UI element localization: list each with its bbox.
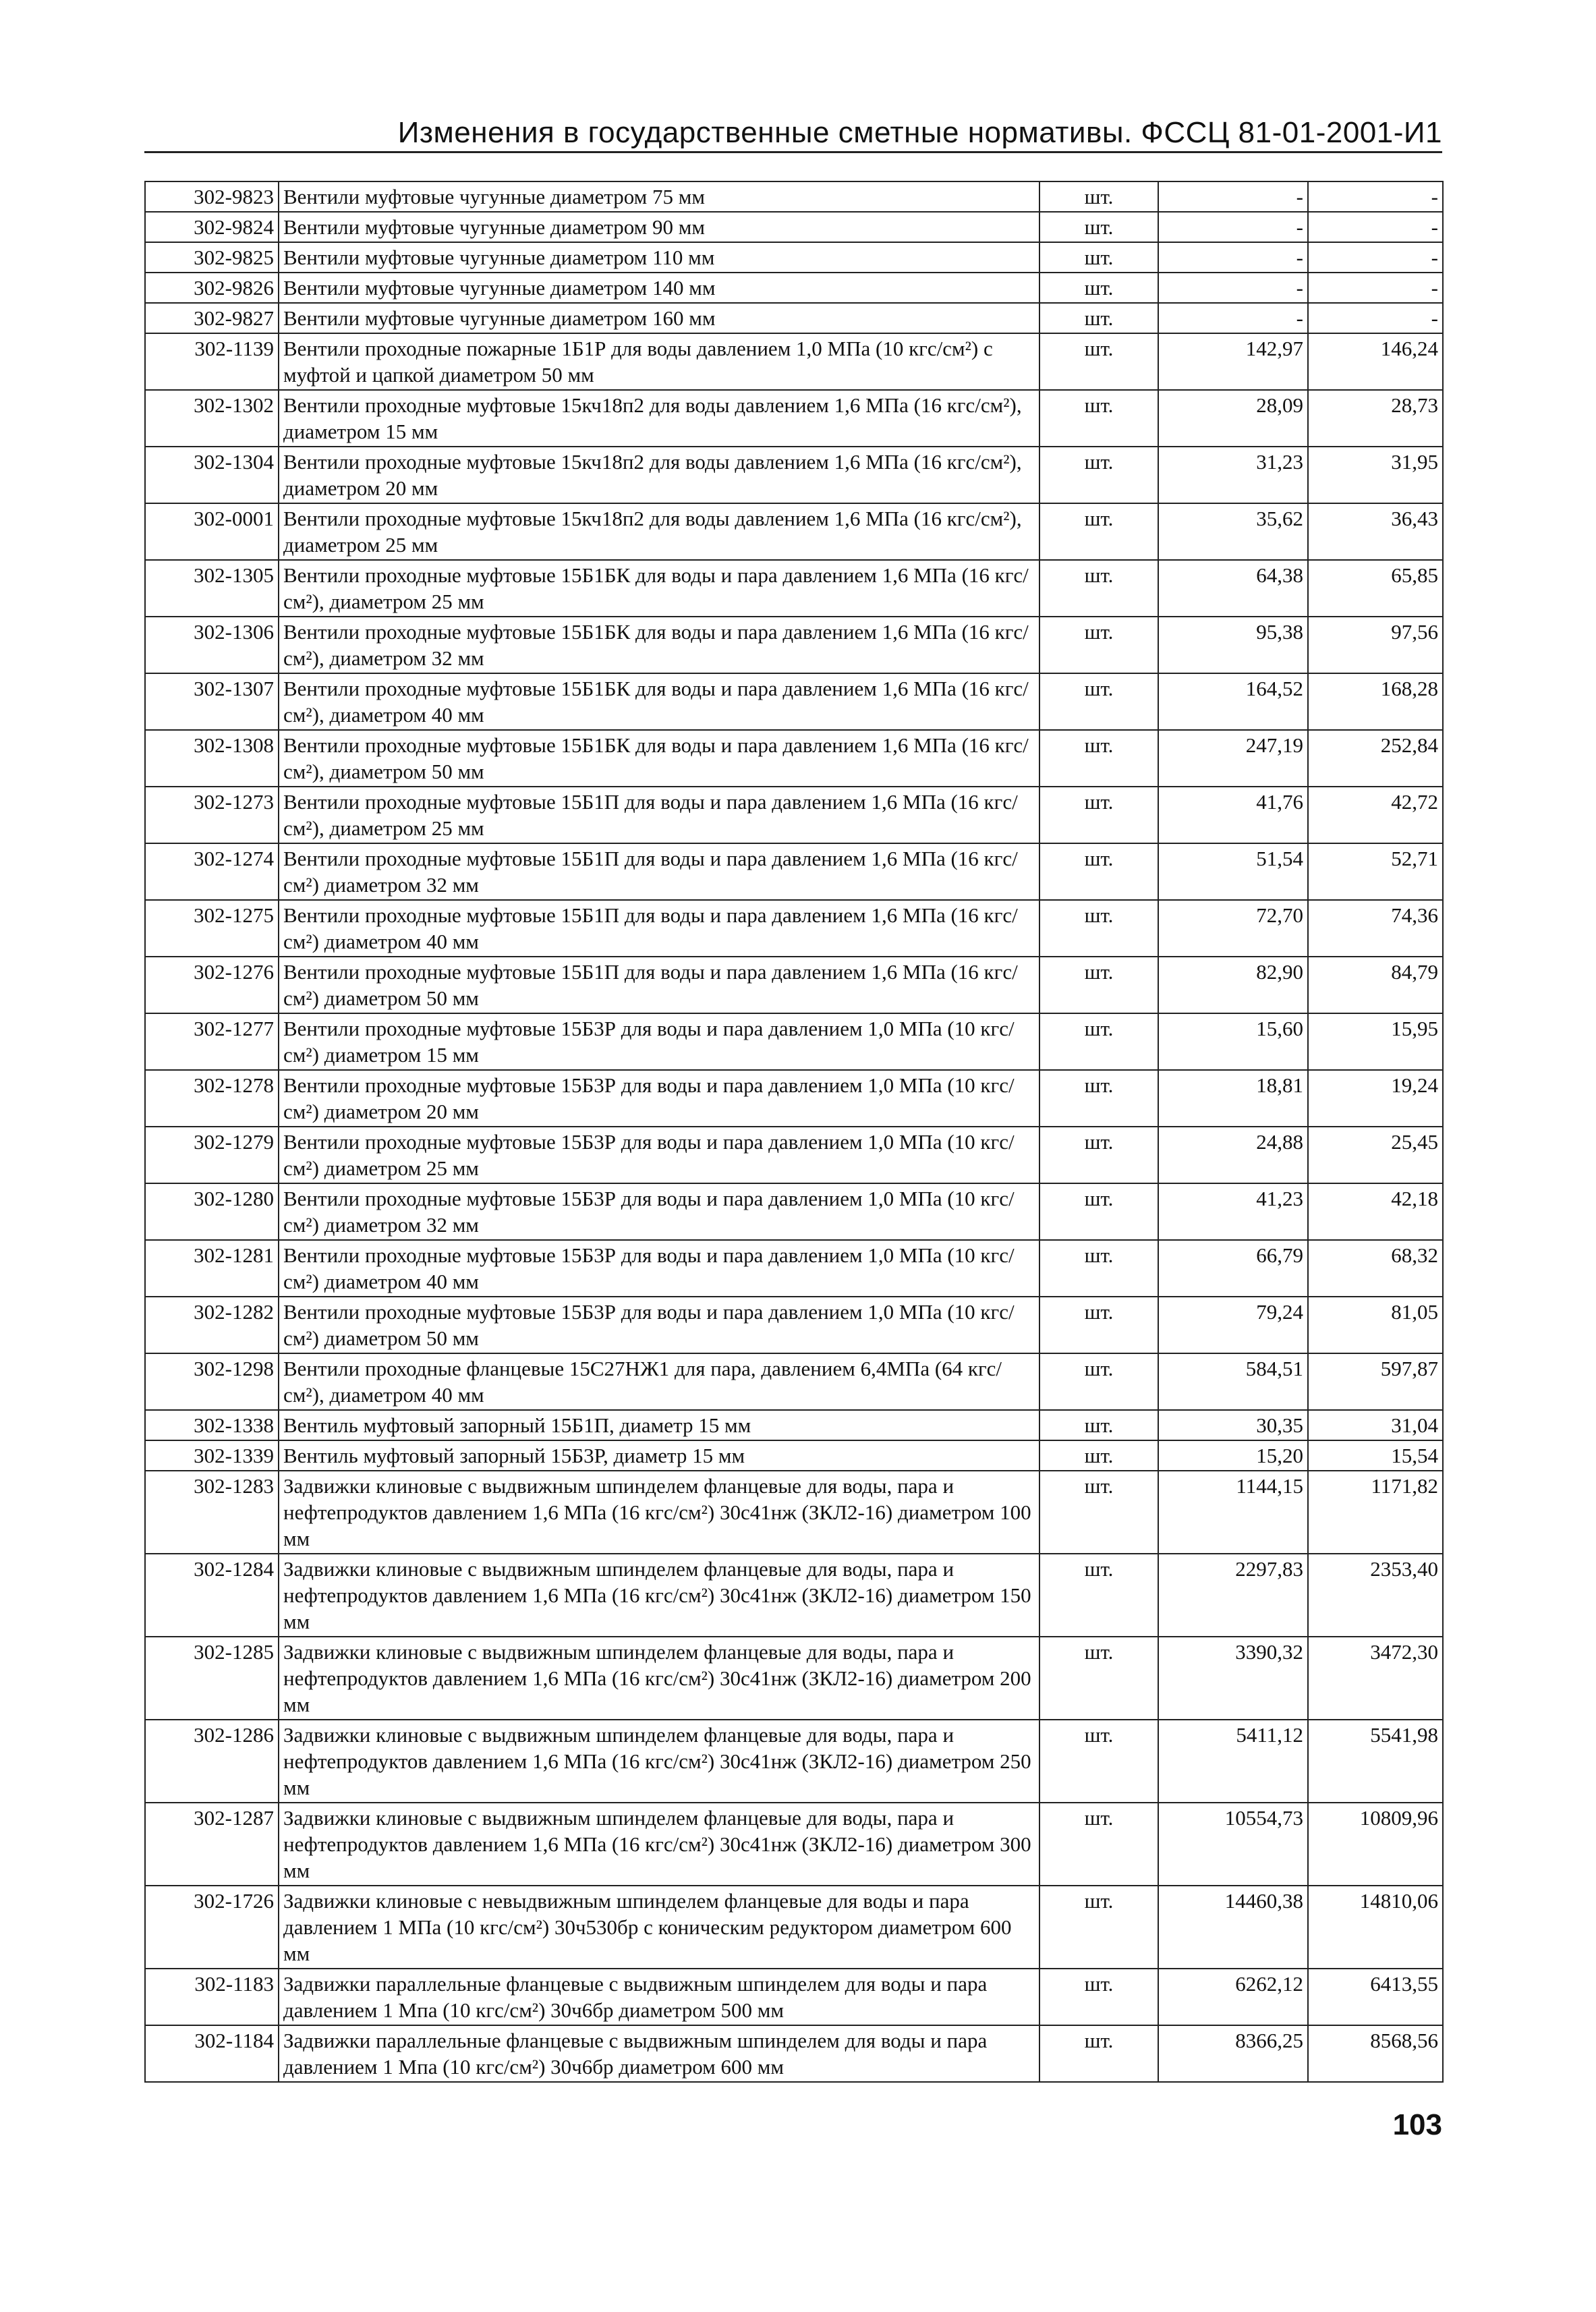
price-1-cell: 28,09 <box>1158 390 1308 447</box>
resource-code-cell: 302-1298 <box>145 1353 279 1410</box>
description-cell: Вентили проходные пожарные 1Б1Р для воды давлением 1,0 МПа (10 кгс/см²) с муфтой и цапкой диаметром 50 мм <box>279 333 1039 390</box>
unit-cell: шт. <box>1039 957 1158 1013</box>
table-row <box>145 333 1443 390</box>
table-row <box>145 560 1443 617</box>
table-row <box>145 957 1443 1013</box>
table-row <box>145 1554 1443 1637</box>
unit-cell: шт. <box>1039 242 1158 273</box>
unit-cell: шт. <box>1039 390 1158 447</box>
price-2-cell: 31,95 <box>1308 447 1443 503</box>
price-2-cell: 6413,55 <box>1308 1969 1443 2025</box>
unit-cell: шт. <box>1039 900 1158 957</box>
description-cell: Вентили проходные муфтовые 15Б3Р для воды и пара давлением 1,0 МПа (10 кгс/см²) диаметром 50 мм <box>279 1297 1039 1353</box>
price-1-cell: 82,90 <box>1158 957 1308 1013</box>
table-row <box>145 1297 1443 1353</box>
description-cell: Вентили проходные муфтовые 15Б3Р для воды и пара давлением 1,0 МПа (10 кгс/см²) диаметром 25 мм <box>279 1127 1039 1183</box>
price-1-cell: 142,97 <box>1158 333 1308 390</box>
unit-cell: шт. <box>1039 1471 1158 1554</box>
description-cell: Вентили проходные муфтовые 15Б1БК для воды и пара давлением 1,6 МПа (16 кгс/см²), диаметром 25 мм <box>279 560 1039 617</box>
price-2-cell: - <box>1308 273 1443 303</box>
price-2-cell: 52,71 <box>1308 843 1443 900</box>
price-1-cell: 95,38 <box>1158 617 1308 673</box>
description-cell: Задвижки клиновые с выдвижным шпинделем фланцевые для воды, пара и нефтепродуктов давлением 1,6 МПа (16 кгс/см²) 30с41нж (ЗКЛ2-16) диаметром 250 мм <box>279 1720 1039 1803</box>
price-1-cell: 66,79 <box>1158 1240 1308 1297</box>
price-1-cell: - <box>1158 303 1308 333</box>
table-row <box>145 843 1443 900</box>
price-1-cell: 64,38 <box>1158 560 1308 617</box>
price-1-cell: 35,62 <box>1158 503 1308 560</box>
description-cell: Вентили проходные муфтовые 15кч18п2 для воды давлением 1,6 МПа (16 кгс/см²), диаметром 20 мм <box>279 447 1039 503</box>
table-row <box>145 273 1443 303</box>
price-2-cell: 28,73 <box>1308 390 1443 447</box>
price-2-cell: - <box>1308 303 1443 333</box>
table-row <box>145 900 1443 957</box>
description-cell: Вентили проходные фланцевые 15С27НЖ1 для пара, давлением 6,4МПа (64 кгс/см²), диаметром 40 мм <box>279 1353 1039 1410</box>
price-2-cell: 5541,98 <box>1308 1720 1443 1803</box>
table-row <box>145 181 1443 212</box>
price-2-cell: 42,18 <box>1308 1183 1443 1240</box>
unit-cell: шт. <box>1039 333 1158 390</box>
unit-cell: шт. <box>1039 560 1158 617</box>
unit-cell: шт. <box>1039 1440 1158 1471</box>
description-cell: Вентили муфтовые чугунные диаметром 110 мм <box>279 242 1039 273</box>
table-row <box>145 617 1443 673</box>
price-table <box>144 181 1444 2083</box>
price-1-cell: 6262,12 <box>1158 1969 1308 2025</box>
unit-cell: шт. <box>1039 303 1158 333</box>
table-row <box>145 2025 1443 2082</box>
table-row <box>145 673 1443 730</box>
unit-cell: шт. <box>1039 1720 1158 1803</box>
description-cell: Вентили проходные муфтовые 15Б3Р для воды и пара давлением 1,0 МПа (10 кгс/см²) диаметром 40 мм <box>279 1240 1039 1297</box>
table-row <box>145 1410 1443 1440</box>
unit-cell: шт. <box>1039 1637 1158 1720</box>
price-2-cell: 25,45 <box>1308 1127 1443 1183</box>
resource-code-cell: 302-1277 <box>145 1013 279 1070</box>
description-cell: Вентили проходные муфтовые 15Б1П для воды и пара давлением 1,6 МПа (16 кгс/см²) диаметром 50 мм <box>279 957 1039 1013</box>
price-1-cell: 584,51 <box>1158 1353 1308 1410</box>
table-row <box>145 1183 1443 1240</box>
table-row <box>145 1127 1443 1183</box>
resource-code-cell: 302-1308 <box>145 730 279 787</box>
resource-code-cell: 302-1287 <box>145 1803 279 1886</box>
price-1-cell: 1144,15 <box>1158 1471 1308 1554</box>
price-table-body <box>145 181 1443 2082</box>
table-row <box>145 1886 1443 1969</box>
price-1-cell: - <box>1158 212 1308 242</box>
resource-code-cell: 302-9825 <box>145 242 279 273</box>
resource-code-cell: 302-1184 <box>145 2025 279 2082</box>
description-cell: Вентили проходные муфтовые 15Б3Р для воды и пара давлением 1,0 МПа (10 кгс/см²) диаметром 20 мм <box>279 1070 1039 1127</box>
resource-code-cell: 302-1285 <box>145 1637 279 1720</box>
unit-cell: шт. <box>1039 1183 1158 1240</box>
price-1-cell: - <box>1158 181 1308 212</box>
price-2-cell: 81,05 <box>1308 1297 1443 1353</box>
price-2-cell: 8568,56 <box>1308 2025 1443 2082</box>
unit-cell: шт. <box>1039 1240 1158 1297</box>
description-cell: Вентили проходные муфтовые 15кч18п2 для воды давлением 1,6 МПа (16 кгс/см²), диаметром 25 мм <box>279 503 1039 560</box>
unit-cell: шт. <box>1039 1803 1158 1886</box>
resource-code-cell: 302-1276 <box>145 957 279 1013</box>
unit-cell: шт. <box>1039 2025 1158 2082</box>
description-cell: Задвижки клиновые с выдвижным шпинделем фланцевые для воды, пара и нефтепродуктов давлением 1,6 МПа (16 кгс/см²) 30с41нж (ЗКЛ2-16) диаметром 300 мм <box>279 1803 1039 1886</box>
price-1-cell: 14460,38 <box>1158 1886 1308 1969</box>
resource-code-cell: 302-1280 <box>145 1183 279 1240</box>
resource-code-cell: 302-1275 <box>145 900 279 957</box>
resource-code-cell: 302-1306 <box>145 617 279 673</box>
resource-code-cell: 302-1305 <box>145 560 279 617</box>
description-cell: Вентиль муфтовый запорный 15Б1П, диаметр 15 мм <box>279 1410 1039 1440</box>
price-2-cell: 252,84 <box>1308 730 1443 787</box>
price-1-cell: 10554,73 <box>1158 1803 1308 1886</box>
description-cell: Вентили проходные муфтовые 15Б1П для воды и пара давлением 1,6 МПа (16 кгс/см²) диаметром 40 мм <box>279 900 1039 957</box>
unit-cell: шт. <box>1039 1013 1158 1070</box>
resource-code-cell: 302-1279 <box>145 1127 279 1183</box>
price-2-cell: 74,36 <box>1308 900 1443 957</box>
resource-code-cell: 302-1726 <box>145 1886 279 1969</box>
unit-cell: шт. <box>1039 1070 1158 1127</box>
resource-code-cell: 302-0001 <box>145 503 279 560</box>
price-1-cell: 164,52 <box>1158 673 1308 730</box>
resource-code-cell: 302-1286 <box>145 1720 279 1803</box>
price-2-cell: 42,72 <box>1308 787 1443 843</box>
description-cell: Вентили муфтовые чугунные диаметром 90 мм <box>279 212 1039 242</box>
price-1-cell: 30,35 <box>1158 1410 1308 1440</box>
unit-cell: шт. <box>1039 212 1158 242</box>
resource-code-cell: 302-1283 <box>145 1471 279 1554</box>
resource-code-cell: 302-9826 <box>145 273 279 303</box>
table-row <box>145 212 1443 242</box>
table-row <box>145 730 1443 787</box>
price-1-cell: 24,88 <box>1158 1127 1308 1183</box>
resource-code-cell: 302-1278 <box>145 1070 279 1127</box>
price-2-cell: - <box>1308 242 1443 273</box>
description-cell: Вентили муфтовые чугунные диаметром 160 мм <box>279 303 1039 333</box>
description-cell: Задвижки клиновые с выдвижным шпинделем фланцевые для воды, пара и нефтепродуктов давлением 1,6 МПа (16 кгс/см²) 30с41нж (ЗКЛ2-16) диаметром 200 мм <box>279 1637 1039 1720</box>
resource-code-cell: 302-1339 <box>145 1440 279 1471</box>
price-1-cell: 41,76 <box>1158 787 1308 843</box>
table-row <box>145 1440 1443 1471</box>
resource-code-cell: 302-9824 <box>145 212 279 242</box>
price-2-cell: 168,28 <box>1308 673 1443 730</box>
unit-cell: шт. <box>1039 787 1158 843</box>
table-row <box>145 1240 1443 1297</box>
resource-code-cell: 302-1183 <box>145 1969 279 2025</box>
resource-code-cell: 302-9823 <box>145 181 279 212</box>
page-number: 103 <box>1392 2108 1442 2141</box>
price-1-cell: - <box>1158 273 1308 303</box>
price-1-cell: 51,54 <box>1158 843 1308 900</box>
price-1-cell: 15,20 <box>1158 1440 1308 1471</box>
price-2-cell: 97,56 <box>1308 617 1443 673</box>
table-row <box>145 1013 1443 1070</box>
resource-code-cell: 302-1274 <box>145 843 279 900</box>
unit-cell: шт. <box>1039 1353 1158 1410</box>
price-2-cell: 84,79 <box>1308 957 1443 1013</box>
price-2-cell: 2353,40 <box>1308 1554 1443 1637</box>
price-2-cell: 31,04 <box>1308 1410 1443 1440</box>
table-row <box>145 1969 1443 2025</box>
unit-cell: шт. <box>1039 673 1158 730</box>
table-row <box>145 390 1443 447</box>
description-cell: Вентили проходные муфтовые 15Б1БК для воды и пара давлением 1,6 МПа (16 кгс/см²), диаметром 32 мм <box>279 617 1039 673</box>
description-cell: Вентили муфтовые чугунные диаметром 140 мм <box>279 273 1039 303</box>
price-2-cell: 3472,30 <box>1308 1637 1443 1720</box>
unit-cell: шт. <box>1039 503 1158 560</box>
price-2-cell: 36,43 <box>1308 503 1443 560</box>
description-cell: Вентили проходные муфтовые 15Б3Р для воды и пара давлением 1,0 МПа (10 кгс/см²) диаметром 15 мм <box>279 1013 1039 1070</box>
description-cell: Задвижки клиновые с выдвижным шпинделем фланцевые для воды, пара и нефтепродуктов давлением 1,6 МПа (16 кгс/см²) 30с41нж (ЗКЛ2-16) диаметром 100 мм <box>279 1471 1039 1554</box>
price-1-cell: 8366,25 <box>1158 2025 1308 2082</box>
price-1-cell: 15,60 <box>1158 1013 1308 1070</box>
table-row <box>145 787 1443 843</box>
header-title: Изменения в государственные сметные нормативы. ФССЦ 81-01-2001-И1 <box>397 116 1442 149</box>
unit-cell: шт. <box>1039 1886 1158 1969</box>
table-row <box>145 1070 1443 1127</box>
resource-code-cell: 302-1273 <box>145 787 279 843</box>
price-1-cell: 3390,32 <box>1158 1637 1308 1720</box>
description-cell: Вентили проходные муфтовые 15Б1П для воды и пара давлением 1,6 МПа (16 кгс/см²) диаметром 32 мм <box>279 843 1039 900</box>
price-2-cell: 65,85 <box>1308 560 1443 617</box>
price-2-cell: 15,95 <box>1308 1013 1443 1070</box>
unit-cell: шт. <box>1039 1297 1158 1353</box>
price-2-cell: 15,54 <box>1308 1440 1443 1471</box>
description-cell: Задвижки клиновые с невыдвижным шпинделем фланцевые для воды и пара давлением 1 МПа (10 кгс/см²) 30ч530бр с коническим редуктором диаметром 600 мм <box>279 1886 1039 1969</box>
unit-cell: шт. <box>1039 617 1158 673</box>
unit-cell: шт. <box>1039 447 1158 503</box>
description-cell: Задвижки параллельные фланцевые с выдвижным шпинделем для воды и пара давлением 1 Мпа (10 кгс/см²) 30ч6бр диаметром 600 мм <box>279 2025 1039 2082</box>
unit-cell: шт. <box>1039 1410 1158 1440</box>
price-1-cell: 2297,83 <box>1158 1554 1308 1637</box>
resource-code-cell: 302-1284 <box>145 1554 279 1637</box>
table-row <box>145 1637 1443 1720</box>
description-cell: Задвижки параллельные фланцевые с выдвижным шпинделем для воды и пара давлением 1 Мпа (10 кгс/см²) 30ч6бр диаметром 500 мм <box>279 1969 1039 2025</box>
unit-cell: шт. <box>1039 1127 1158 1183</box>
resource-code-cell: 302-9827 <box>145 303 279 333</box>
price-1-cell: 41,23 <box>1158 1183 1308 1240</box>
table-row <box>145 503 1443 560</box>
price-1-cell: 18,81 <box>1158 1070 1308 1127</box>
price-2-cell: 68,32 <box>1308 1240 1443 1297</box>
table-row <box>145 447 1443 503</box>
price-2-cell: - <box>1308 212 1443 242</box>
description-cell: Вентили проходные муфтовые 15Б1БК для воды и пара давлением 1,6 МПа (16 кгс/см²), диаметром 50 мм <box>279 730 1039 787</box>
unit-cell: шт. <box>1039 730 1158 787</box>
price-1-cell: 5411,12 <box>1158 1720 1308 1803</box>
price-1-cell: 72,70 <box>1158 900 1308 957</box>
price-1-cell: 79,24 <box>1158 1297 1308 1353</box>
resource-code-cell: 302-1302 <box>145 390 279 447</box>
table-row <box>145 242 1443 273</box>
price-1-cell: 247,19 <box>1158 730 1308 787</box>
resource-code-cell: 302-1281 <box>145 1240 279 1297</box>
description-cell: Вентили проходные муфтовые 15кч18п2 для воды давлением 1,6 МПа (16 кгс/см²), диаметром 15 мм <box>279 390 1039 447</box>
price-2-cell: 10809,96 <box>1308 1803 1443 1886</box>
table-row <box>145 1720 1443 1803</box>
price-2-cell: 597,87 <box>1308 1353 1443 1410</box>
price-1-cell: 31,23 <box>1158 447 1308 503</box>
price-2-cell: 146,24 <box>1308 333 1443 390</box>
description-cell: Вентили проходные муфтовые 15Б3Р для воды и пара давлением 1,0 МПа (10 кгс/см²) диаметром 32 мм <box>279 1183 1039 1240</box>
resource-code-cell: 302-1304 <box>145 447 279 503</box>
description-cell: Вентили проходные муфтовые 15Б1БК для воды и пара давлением 1,6 МПа (16 кгс/см²), диаметром 40 мм <box>279 673 1039 730</box>
unit-cell: шт. <box>1039 181 1158 212</box>
resource-code-cell: 302-1282 <box>145 1297 279 1353</box>
table-row <box>145 1803 1443 1886</box>
unit-cell: шт. <box>1039 1969 1158 2025</box>
description-cell: Задвижки клиновые с выдвижным шпинделем фланцевые для воды, пара и нефтепродуктов давлением 1,6 МПа (16 кгс/см²) 30с41нж (ЗКЛ2-16) диаметром 150 мм <box>279 1554 1039 1637</box>
resource-code-cell: 302-1307 <box>145 673 279 730</box>
table-row <box>145 1471 1443 1554</box>
description-cell: Вентиль муфтовый запорный 15Б3Р, диаметр 15 мм <box>279 1440 1039 1471</box>
table-row <box>145 303 1443 333</box>
price-1-cell: - <box>1158 242 1308 273</box>
price-2-cell: 1171,82 <box>1308 1471 1443 1554</box>
price-2-cell: 14810,06 <box>1308 1886 1443 1969</box>
page-header <box>144 116 1442 153</box>
unit-cell: шт. <box>1039 1554 1158 1637</box>
resource-code-cell: 302-1338 <box>145 1410 279 1440</box>
unit-cell: шт. <box>1039 273 1158 303</box>
price-2-cell: 19,24 <box>1308 1070 1443 1127</box>
unit-cell: шт. <box>1039 843 1158 900</box>
resource-code-cell: 302-1139 <box>145 333 279 390</box>
description-cell: Вентили муфтовые чугунные диаметром 75 мм <box>279 181 1039 212</box>
price-2-cell: - <box>1308 181 1443 212</box>
description-cell: Вентили проходные муфтовые 15Б1П для воды и пара давлением 1,6 МПа (16 кгс/см²), диаметром 25 мм <box>279 787 1039 843</box>
table-row <box>145 1353 1443 1410</box>
